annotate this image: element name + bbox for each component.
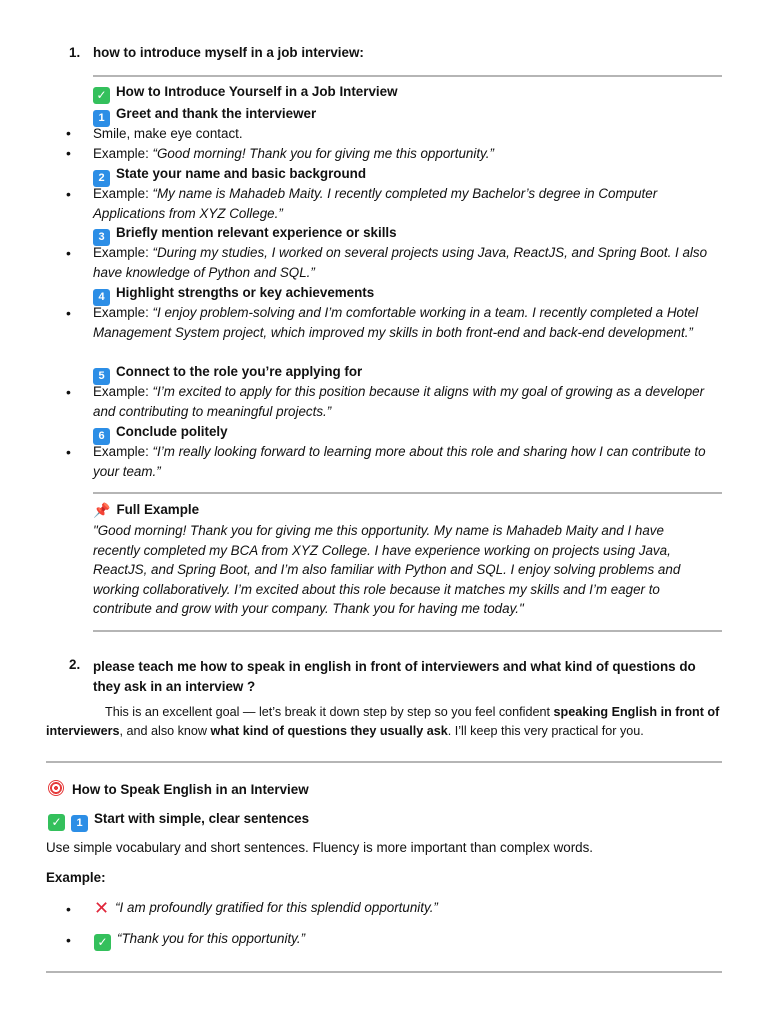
question-1-text: how to introduce myself in a job interview: xyxy=(93,45,364,60)
bullet-dot: • xyxy=(66,444,71,460)
step-3-example: Example: “During my studies, I worked on several projects using Java, ReactJS, and Spring Boot. I also have knowledge of Python and SQL.” xyxy=(93,245,708,280)
keycap-1-icon: 1 xyxy=(71,815,88,832)
check-icon: ✓ xyxy=(94,934,111,951)
keycap-3-icon: 3 xyxy=(93,229,110,246)
good-example: ✓ “Thank you for this opportunity.” xyxy=(94,931,305,951)
divider-full-example-top xyxy=(93,492,722,494)
keycap-4-icon: 4 xyxy=(93,289,110,306)
divider-full-example-bottom xyxy=(93,630,722,632)
step-5-heading: 5 Connect to the role you’re applying for xyxy=(93,364,362,385)
step-1-bullet-1: Smile, make eye contact. xyxy=(93,126,243,141)
step-2-heading: 2 State your name and basic background xyxy=(93,166,366,187)
step-6-example: Example: “I’m really looking forward to learning more about this role and sharing how I can contribute to your team.” xyxy=(93,444,706,479)
question-2-number: 2. xyxy=(69,657,81,672)
section-step-1-body: Use simple vocabulary and short sentences. Fluency is more important than complex words. xyxy=(46,840,594,855)
bullet-dot: • xyxy=(66,186,71,202)
example-label: Example: xyxy=(46,870,106,885)
section-step-1-heading: ✓ 1 Start with simple, clear sentences xyxy=(48,811,309,832)
step-1-example: Example: “Good morning! Thank you for giving me this opportunity.” xyxy=(93,146,494,161)
bullet-dot: • xyxy=(66,145,71,161)
full-example-heading: 📌 Full Example xyxy=(93,502,200,518)
bad-example: ✕ “I am profoundly gratified for this splendid opportunity.” xyxy=(94,898,438,918)
step-5-example: Example: “I’m excited to apply for this position because it aligns with my goal of growing as a developer and contributing to meaningful projects.” xyxy=(93,384,705,419)
keycap-6-icon: 6 xyxy=(93,428,110,445)
step-4-heading: 4 Highlight strengths or key achievements xyxy=(93,285,374,306)
bullet-dot: • xyxy=(66,125,71,141)
check-icon: ✓ xyxy=(48,814,65,831)
step-2-example: Example: “My name is Mahadeb Maity. I recently completed my Bachelor’s degree in Computer Applications from XYZ College.” xyxy=(93,186,658,221)
full-example-text: "Good morning! Thank you for giving me this opportunity. My name is Mahadeb Maity and I have recently completed my BCA from XYZ College. I have experience working on projects using Java, ReactJS, and Spring Boot, and I’m also familiar with Python and SQL. I enjoy solving problems and working collaboratively. I’m excited about this role because it matches my skills and I’m eager to contribute and grow with your company. Thank you for having me today." xyxy=(93,523,681,616)
bullet-dot: • xyxy=(66,384,71,400)
section-title: How to Speak English in an Interview xyxy=(48,780,309,797)
question-2-text: please teach me how to speak in english in front of interviewers and what kind of questions do they ask in an interview ? xyxy=(93,659,696,694)
bullet-dot: • xyxy=(66,305,71,321)
check-icon: ✓ xyxy=(93,87,110,104)
step-1-heading: 1 Greet and thank the interviewer xyxy=(93,106,316,127)
answer-1-title: ✓ How to Introduce Yourself in a Job Interview xyxy=(93,84,398,104)
keycap-2-icon: 2 xyxy=(93,170,110,187)
step-6-heading: 6 Conclude politely xyxy=(93,424,228,445)
question-1-number: 1. xyxy=(69,45,81,60)
bullet-dot: • xyxy=(66,901,71,917)
divider-section xyxy=(46,761,722,763)
cross-icon: ✕ xyxy=(94,898,110,918)
divider-bottom xyxy=(46,971,722,973)
step-3-heading: 3 Briefly mention relevant experience or skills xyxy=(93,225,397,246)
bullet-dot: • xyxy=(66,932,71,948)
target-icon xyxy=(48,780,64,796)
divider-top xyxy=(93,75,722,77)
answer-2-intro: This is an excellent goal — let’s break it down step by step so you feel confident speaking English in front of interviewers, and also know what kind of questions they usually ask. I’ll keep this very practical for you. xyxy=(46,705,720,738)
keycap-5-icon: 5 xyxy=(93,368,110,385)
step-4-example: Example: “I enjoy problem-solving and I’m comfortable working in a team. I recently completed a Hotel Management System project, which improved my skills in both front-end and back-end development.” xyxy=(93,305,699,340)
pushpin-icon: 📌 xyxy=(93,502,111,518)
keycap-1-icon: 1 xyxy=(93,110,110,127)
bullet-dot: • xyxy=(66,245,71,261)
